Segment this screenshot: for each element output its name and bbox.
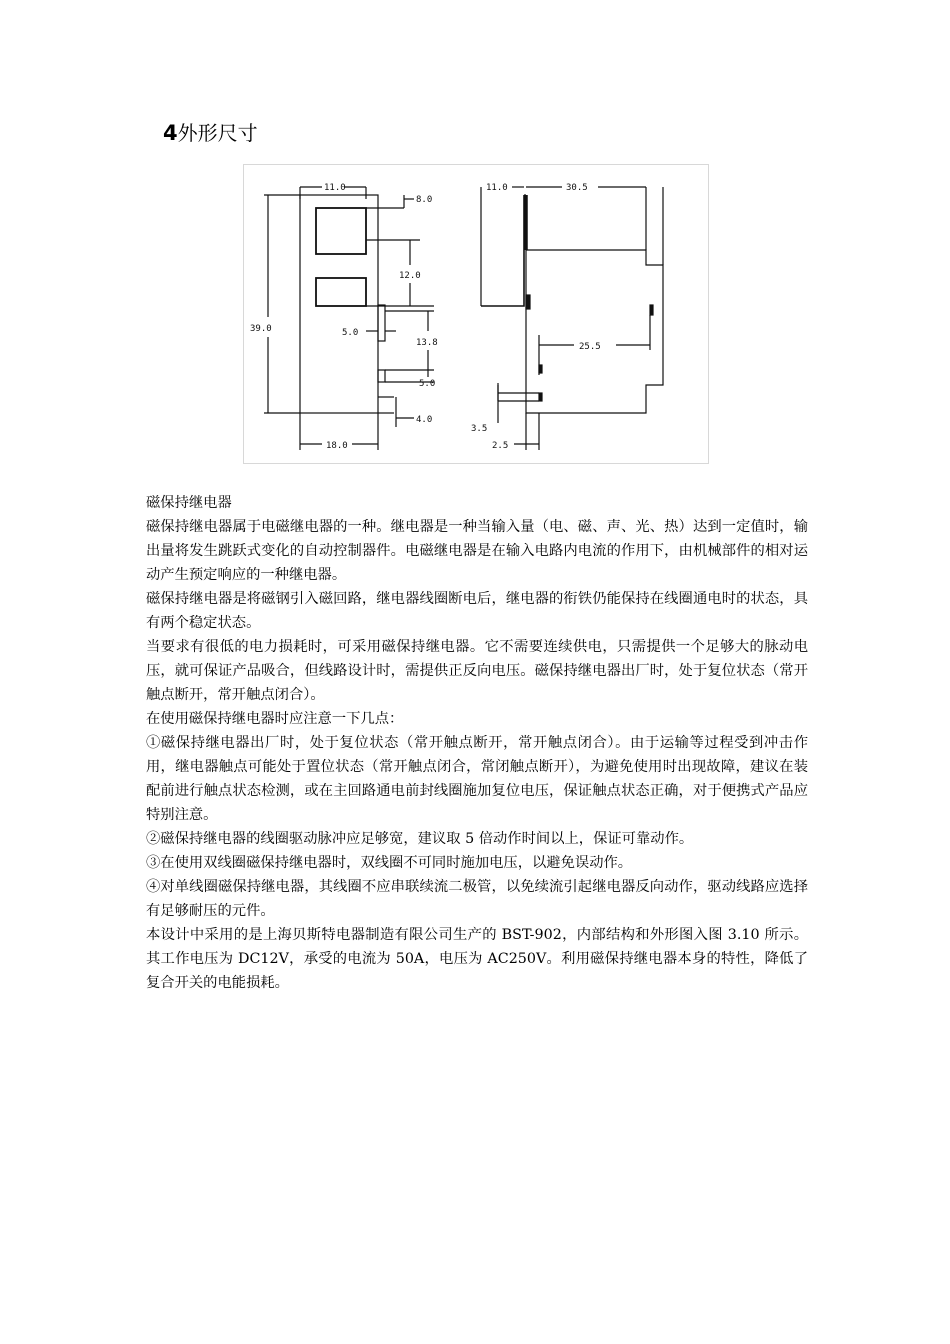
paragraph-title: 磁保持继电器 <box>146 495 232 511</box>
paragraph: ②磁保持继电器的线圈驱动脉冲应足够宽，建议取 5 倍动作时间以上，保证可靠动作。 <box>146 831 694 847</box>
front-lower-window <box>316 278 366 306</box>
label-front-pin-span: 13.8 <box>416 338 438 348</box>
body-text <box>146 491 808 995</box>
label-front-pin-len: 4.0 <box>416 415 433 425</box>
front-tab-upper <box>378 305 385 341</box>
paragraph: ①磁保持继电器出厂时，处于复位状态（常开触点断开，常开触点闭合）。由于运输等过程受到冲击作用，继电器触点可能处于置位状态（常开触点闭合，常闭触点断开），为避免使用时出现故障，建议在装配前进行触点状态检测，或在主回路通电前封线圈施加复位电压，保证触点状态正确，对于便携式产品应特别注意。 <box>146 735 808 823</box>
label-side-depth: 30.5 <box>566 183 588 193</box>
paragraph: 当要求有很低的电力损耗时，可采用磁保持继电器。它不需要连续供电，只需提供一个足够大的脉动电压，就可保证产品吸合，但线路设计时，需提供正反向电压。磁保持继电器出厂时，处于复位状态（常开触点断开，常开触点闭合）。 <box>146 639 808 703</box>
side-body <box>526 250 663 413</box>
label-side-width-left: 11.0 <box>486 183 508 193</box>
paragraph: 本设计中采用的是上海贝斯特电器制造有限公司生产的 BST-902，内部结构和外形图入图 3.10 所示。其工作电压为 DC12V，承受的电流为 50A，电压为 AC250V。利用磁保持继电器本身的特性，降低了复合开关的电能损耗。 <box>146 927 808 991</box>
label-side-inner: 25.5 <box>579 342 601 352</box>
label-front-spacing: 12.0 <box>399 271 421 281</box>
label-side-pin-offset: 2.5 <box>492 441 509 451</box>
label-side-pin-height: 3.5 <box>471 424 488 434</box>
paragraph: 磁保持继电器是将磁钢引入磁回路，继电器线圈断电后，继电器的衔铁仍能保持在线圈通电时的状态，具有两个稳定状态。 <box>146 591 808 631</box>
section-heading <box>163 118 258 148</box>
dimension-drawing-svg <box>244 165 708 463</box>
front-tab-lower <box>378 370 385 382</box>
front-upper-window <box>316 208 366 254</box>
paragraph: ④对单线圈磁保持继电器，其线圈不应串联续流二极管，以免续流引起继电器反向动作，驱动线路应选择有足够耐压的元件。 <box>146 879 808 919</box>
label-front-height: 39.0 <box>250 324 272 334</box>
paragraph: 磁保持继电器属于电磁继电器的一种。继电器是一种当输入量（电、磁、声、光、热）达到一定值时，输出量将发生跳跃式变化的自动控制器件。电磁继电器是在输入电路内电流的作用下，由机械部件的相对运动产生预定响应的一种继电器。 <box>146 519 808 583</box>
label-front-pin-offset: 5.0 <box>342 328 359 338</box>
label-front-width-top: 11.0 <box>324 183 346 193</box>
paragraph: ③在使用双线圈磁保持继电器时，双线圈不可同时施加电压，以避免误动作。 <box>146 855 633 871</box>
section-number: 4 <box>163 121 178 145</box>
label-front-width-bottom: 18.0 <box>326 441 348 451</box>
paragraph: 在使用磁保持继电器时应注意一下几点： <box>146 711 404 727</box>
label-front-tab: 8.0 <box>416 195 433 205</box>
section-title: 外形尺寸 <box>177 121 258 145</box>
dimension-drawing <box>243 164 709 464</box>
label-front-pin-gap: 5.0 <box>419 379 436 389</box>
